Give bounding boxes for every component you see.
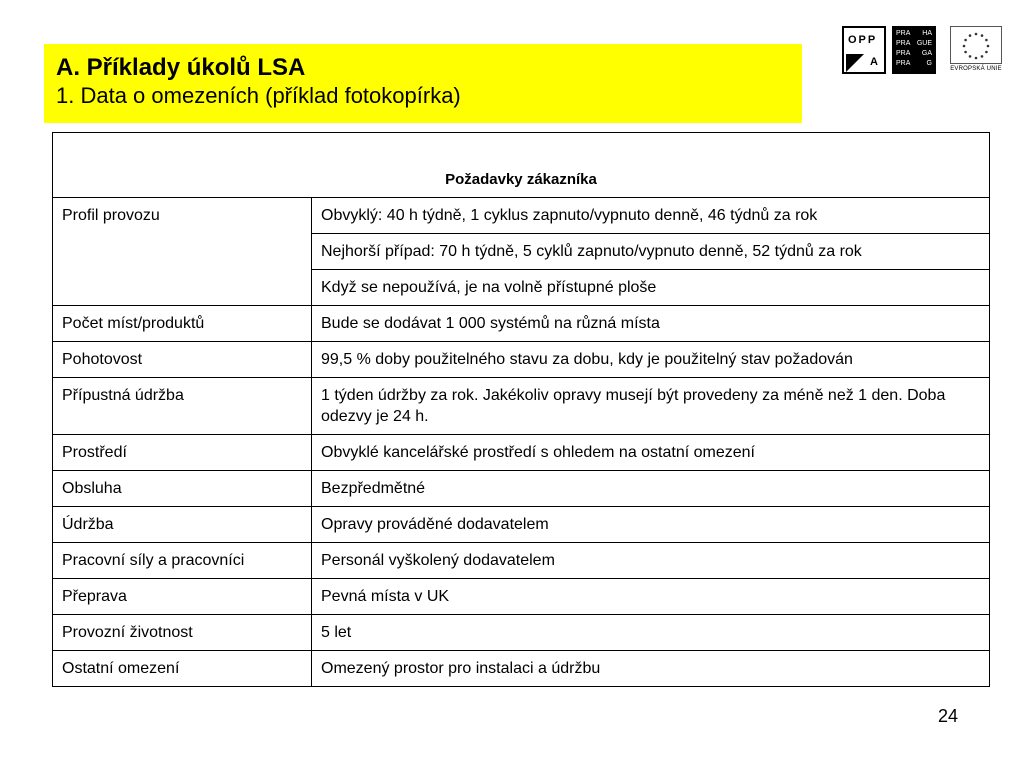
row-value: Omezený prostor pro instalaci a údržbu [312,651,990,687]
table-row [53,579,990,615]
row-value: Nejhorší případ: 70 h týdně, 5 cyklů zapnuto/vypnuto denně, 52 týdnů za rok [312,234,990,270]
row-value: Personál vyškolený dodavatelem [312,543,990,579]
table-row [53,198,990,234]
table-row [53,435,990,471]
row-label: Prostředí [53,435,312,471]
slide-subtitle: 1. Data o omezeních (příklad fotokopírka) [56,83,461,108]
row-label: Počet míst/produktů [53,306,312,342]
row-label: Ostatní omezení [53,651,312,687]
row-value: Pevná místa v UK [312,579,990,615]
eu-stars-icon [950,26,1002,64]
row-label: Provozní životnost [53,615,312,651]
row-value: Obvyklý: 40 h týdně, 1 cyklus zapnuto/vypnuto denně, 46 týdnů za rok [312,198,990,234]
eu-logo [950,26,1002,76]
row-value: Obvyklé kancelářské prostředí s ohledem na ostatní omezení [312,435,990,471]
table-row [53,306,990,342]
header-logos [842,26,1000,76]
praha-logo: PRA HA PRA GUE PRA GA PRA G [892,26,936,74]
page-number: 24 [938,706,959,726]
table-row [53,543,990,579]
requirements-table [52,132,990,687]
row-value: Bezpředmětné [312,471,990,507]
row-label: Údržba [53,507,312,543]
row-label: Obsluha [53,471,312,507]
row-value: 1 týden údržby za rok. Jakékoliv opravy musejí být provedeny za méně než 1 den. Doba odezvy je 24 h. [312,378,990,435]
row-value: Když se nepoužívá, je na volně přístupné ploše [312,270,990,306]
row-value: Bude se dodávat 1 000 systémů na různá místa [312,306,990,342]
table-row [53,342,990,378]
table-row [53,471,990,507]
table-row [53,507,990,543]
row-label: Pracovní síly a pracovníci [53,543,312,579]
row-label: Profil provozu [53,198,312,306]
row-value: 99,5 % doby použitelného stavu za dobu, kdy je použitelný stav požadován [312,342,990,378]
row-value: Opravy prováděné dodavatelem [312,507,990,543]
table-header: Požadavky zákazníka [53,133,990,198]
slide-title-box [44,44,802,123]
table-row [53,615,990,651]
oppa-logo: OPP A [842,26,886,74]
row-label: Přípustná údržba [53,378,312,435]
slide-title: A. Příklady úkolů LSA [56,54,306,81]
row-label: Pohotovost [53,342,312,378]
row-value: 5 let [312,615,990,651]
table-row [53,378,990,435]
row-label: Přeprava [53,579,312,615]
eu-label: EVROPSKÁ UNIE [950,66,1002,72]
table-row [53,651,990,687]
